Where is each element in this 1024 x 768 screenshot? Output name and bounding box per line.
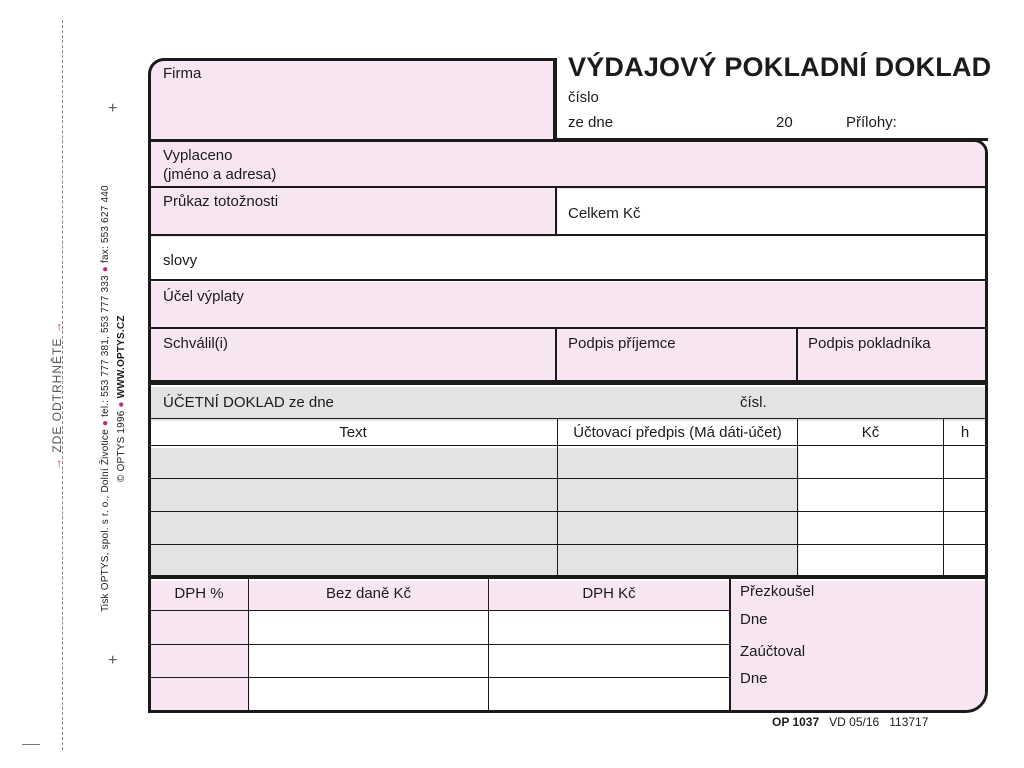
firma-label: Firma bbox=[163, 65, 202, 82]
form-number: 113717 bbox=[889, 715, 929, 729]
page-edge-mark bbox=[22, 744, 40, 745]
prukaz-totoznosti-label: Průkaz totožnosti bbox=[163, 193, 279, 210]
registration-mark-bottom: + bbox=[108, 652, 118, 669]
printer-info-line1: Tisk OPTYS, spol. s r. o., Dolní Životice ● tel.: 553 777 381, 553 777 333 ● fax: 553 627 440 bbox=[100, 185, 111, 612]
col-h: h bbox=[960, 424, 970, 441]
ucel-vyplaty-label: Účel výplaty bbox=[163, 288, 244, 305]
col-text: Text bbox=[339, 424, 367, 441]
year-prefix: 20 bbox=[776, 114, 793, 131]
form-footer bbox=[772, 715, 928, 729]
vyplaceno-label: Vyplaceno (jméno a adresa) bbox=[163, 147, 277, 183]
slovy-label: slovy bbox=[163, 252, 198, 269]
dne-label-2: Dne bbox=[740, 670, 768, 687]
col-bez-dane: Bez daně Kč bbox=[325, 585, 412, 602]
ucetni-doklad-label: ÚČETNÍ DOKLAD ze dne bbox=[163, 394, 334, 411]
cisl-label: čísl. bbox=[740, 394, 767, 411]
celkem-kc-label: Celkem Kč bbox=[568, 205, 641, 222]
col-uctovaci-predpis: Účtovací předpis (Má dáti-účet) bbox=[573, 424, 782, 441]
podpis-pokladnika-label: Podpis pokladníka bbox=[808, 335, 931, 352]
dne-label-1: Dne bbox=[740, 611, 768, 628]
zauctoval-label: Zaúčtoval bbox=[740, 643, 806, 660]
col-dph-procent: DPH % bbox=[174, 585, 224, 602]
ze-dne-label: ze dne bbox=[568, 114, 614, 131]
document-title: VÝDAJOVÝ POKLADNÍ DOKLAD bbox=[568, 52, 992, 82]
podpis-prijemce-label: Podpis příjemce bbox=[568, 335, 676, 352]
cislo-label: číslo bbox=[568, 89, 599, 106]
firma-box[interactable] bbox=[148, 58, 556, 140]
schvalil-label: Schválil(i) bbox=[163, 335, 229, 352]
prezkousel-label: Přezkoušel bbox=[740, 583, 815, 600]
form-version: VD 05/16 bbox=[829, 715, 880, 729]
tear-here-text: → ZDE ODTRHNĚTE → bbox=[50, 320, 64, 470]
col-kc: Kč bbox=[861, 424, 880, 441]
prilohy-label: Přílohy: bbox=[846, 114, 897, 131]
col-dph-kc: DPH Kč bbox=[582, 585, 636, 602]
printer-info-line2: © OPTYS 1996 ● WWW.OPTYS.CZ bbox=[116, 315, 127, 482]
form-code: OP 1037 bbox=[772, 715, 820, 729]
registration-mark-top: + bbox=[108, 100, 118, 117]
